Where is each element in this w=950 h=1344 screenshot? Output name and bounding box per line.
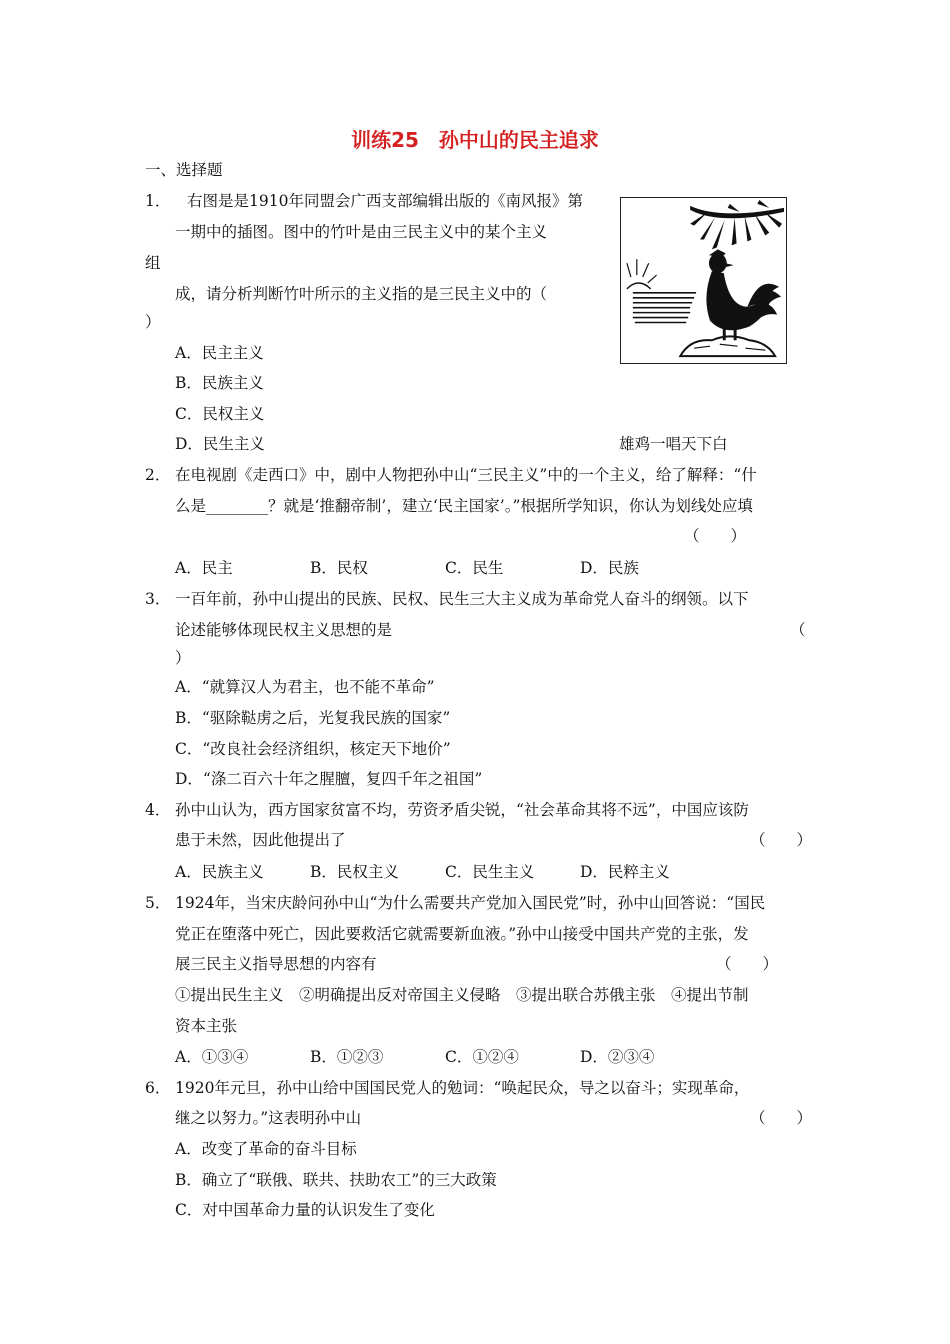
- section-heading: 一、选择题: [145, 161, 223, 179]
- q2-number: 2．: [145, 466, 171, 484]
- q3-number: 3．: [145, 590, 171, 608]
- q5-line: 资本主张: [175, 1017, 238, 1035]
- q4-option-a: A．民族主义: [175, 863, 264, 881]
- q3-option-a: A．“就算汉人为君主，也不能不革命”: [175, 678, 435, 696]
- q2-option-c: C．民生: [445, 559, 504, 577]
- q4-answer-paren: （ ）: [750, 831, 813, 849]
- page-title: 训练25 孙中山的民主追求: [351, 128, 599, 152]
- rooster-illustration: [620, 197, 787, 364]
- q3-answer-paren: （: [790, 621, 806, 639]
- q1-option-b: B．民族主义: [175, 374, 264, 392]
- q2-option-b: B．民权: [310, 559, 368, 577]
- q6-option-a: A．改变了革命的奋斗目标: [175, 1140, 357, 1158]
- q2-line: 么是________？就是‘推翻帝制’，建立‘民主国家’。”根据所学知识，你认为划线处应填: [175, 497, 753, 515]
- q5-option-d: D．②③④: [580, 1048, 655, 1066]
- q3-line: ）: [175, 649, 191, 667]
- q6-line: 1920年元旦，孙中山给中国国民党人的勉词：“唤起民众，导之以奋斗；实现革命，: [175, 1079, 750, 1097]
- q6-line: 继之以努力。”这表明孙中山: [175, 1109, 362, 1127]
- q1-number: 1．: [145, 192, 171, 210]
- q5-answer-paren: （ ）: [716, 955, 779, 973]
- rooster-bamboo-icon: [621, 198, 786, 363]
- figure-caption: 雄鸡一唱天下白: [619, 435, 728, 453]
- q1-option-a: A．民主主义: [175, 344, 264, 362]
- q5-number: 5．: [145, 894, 171, 912]
- q5-line: 展三民主义指导思想的内容有: [175, 955, 377, 973]
- q1-line: 右图是是1910年同盟会广西支部编辑出版的《南风报》第: [187, 192, 583, 210]
- q5-option-b: B．①②③: [310, 1048, 384, 1066]
- q4-option-d: D．民粹主义: [580, 863, 670, 881]
- q4-option-c: C．民生主义: [445, 863, 535, 881]
- q1-option-c: C．民权主义: [175, 405, 265, 423]
- q6-number: 6．: [145, 1079, 171, 1097]
- q5-option-a: A．①③④: [175, 1048, 249, 1066]
- q6-option-b: B．确立了“联俄、联共、扶助农工”的三大政策: [175, 1171, 497, 1189]
- q2-option-a: A．民主: [175, 559, 233, 577]
- q5-line: 党正在堕落中死亡，因此要救活它就需要新血液。”孙中山接受中国共产党的主张，发: [175, 925, 749, 943]
- q3-line: 论述能够体现民权主义思想的是: [175, 621, 393, 639]
- q3-option-b: B．“驱除鞑虏之后，光复我民族的国家”: [175, 709, 451, 727]
- q4-option-b: B．民权主义: [310, 863, 399, 881]
- q6-answer-paren: （ ）: [750, 1109, 813, 1127]
- q5-option-c: C．①②④: [445, 1048, 519, 1066]
- q5-line: 1924年，当宋庆龄问孙中山“为什么需要共产党加入国民党”时，孙中山回答说：“国民: [175, 894, 766, 912]
- q2-answer-paren: （ ）: [684, 527, 747, 545]
- q1-line: 组: [145, 254, 161, 272]
- q3-line: 一百年前，孙中山提出的民族、民权、民生三大主义成为革命党人奋斗的纲领。以下: [175, 590, 749, 608]
- q4-number: 4．: [145, 801, 171, 819]
- q1-line: ）: [145, 313, 161, 331]
- q1-option-d: D．民生主义: [175, 435, 265, 453]
- q2-line: 在电视剧《走西口》中，剧中人物把孙中山“三民主义”中的一个主义，给了解释：“什: [175, 466, 757, 484]
- q6-option-c: C．对中国革命力量的认识发生了变化: [175, 1201, 435, 1219]
- q3-option-c: C．“改良社会经济组织，核定天下地价”: [175, 740, 451, 758]
- q3-option-d: D．“涤二百六十年之腥膻，复四千年之祖国”: [175, 770, 483, 788]
- q5-line: ①提出民生主义 ②明确提出反对帝国主义侵略 ③提出联合苏俄主张 ④提出节制: [175, 986, 749, 1004]
- q1-line: 成，请分析判断竹叶所示的主义指的是三民主义中的（: [175, 285, 548, 303]
- q2-option-d: D．民族: [580, 559, 639, 577]
- q1-line: 一期中的插图。图中的竹叶是由三民主义中的某个主义: [175, 223, 548, 241]
- q4-line: 患于未然，因此他提出了: [175, 831, 346, 849]
- q4-line: 孙中山认为，西方国家贫富不均，劳资矛盾尖锐，“社会革命其将不远”，中国应该防: [175, 801, 749, 819]
